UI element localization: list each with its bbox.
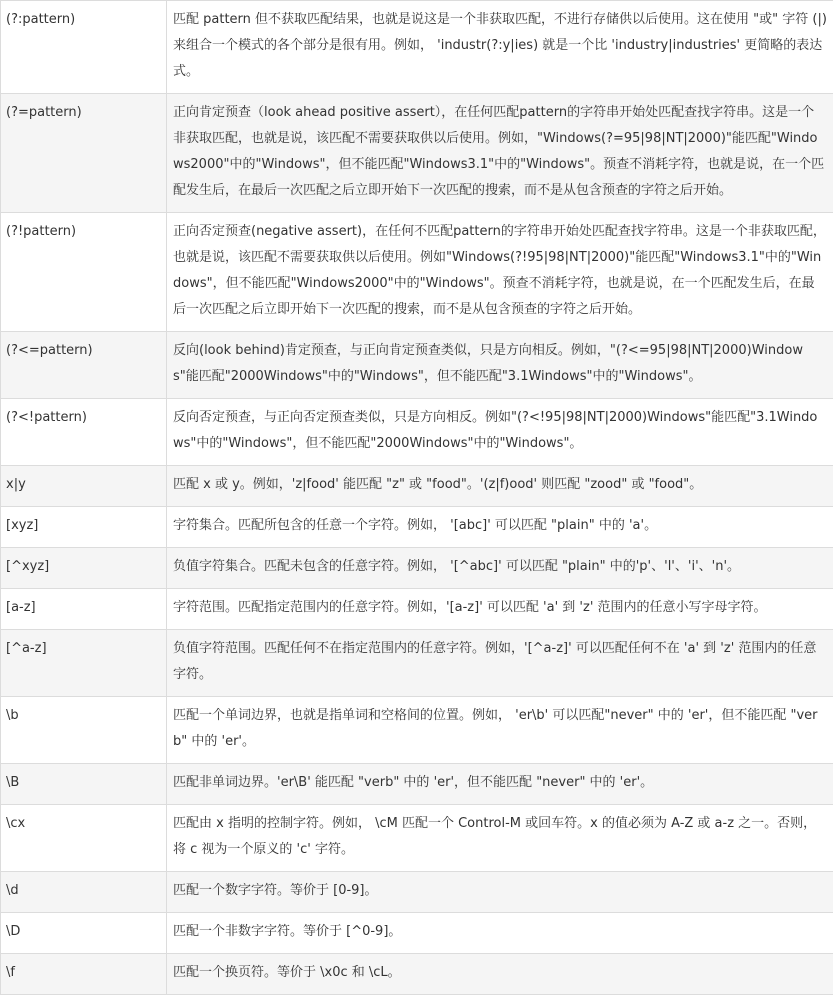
pattern-cell: x|y [1, 466, 167, 507]
description-cell: 匹配一个单词边界，也就是指单词和空格间的位置。例如， 'er\b' 可以匹配"never" 中的 'er'，但不能匹配 "verb" 中的 'er'。 [167, 697, 833, 764]
pattern-cell: (?!pattern) [1, 213, 167, 332]
table-row [1, 764, 833, 805]
pattern-cell: [^a-z] [1, 630, 167, 697]
table-row [1, 805, 833, 872]
table-body [1, 1, 833, 995]
table-row [1, 399, 833, 466]
table-row [1, 466, 833, 507]
description-cell: 匹配由 x 指明的控制字符。例如， \cM 匹配一个 Control-M 或回车符。x 的值必须为 A-Z 或 a-z 之一。否则，将 c 视为一个原义的 'c' 字符。 [167, 805, 833, 872]
table-row [1, 589, 833, 630]
table-row [1, 507, 833, 548]
table-row [1, 332, 833, 399]
pattern-cell: [xyz] [1, 507, 167, 548]
pattern-cell: [^xyz] [1, 548, 167, 589]
table-row [1, 954, 833, 995]
description-cell: 匹配 pattern 但不获取匹配结果，也就是说这是一个非获取匹配，不进行存储供以后使用。这在使用 "或" 字符 (|) 来组合一个模式的各个部分是很有用。例如， 'industr(?:y|ies) 就是一个比 'industry|industries' 更简略的表达式。 [167, 1, 833, 94]
pattern-cell: (?<!pattern) [1, 399, 167, 466]
description-cell: 负值字符范围。匹配任何不在指定范围内的任意字符。例如，'[^a-z]' 可以匹配任何不在 'a' 到 'z' 范围内的任意字符。 [167, 630, 833, 697]
description-cell: 匹配一个换页符。等价于 \x0c 和 \cL。 [167, 954, 833, 995]
description-cell: 字符集合。匹配所包含的任意一个字符。例如， '[abc]' 可以匹配 "plain" 中的 'a'。 [167, 507, 833, 548]
description-cell: 负值字符集合。匹配未包含的任意字符。例如， '[^abc]' 可以匹配 "plain" 中的'p'、'l'、'i'、'n'。 [167, 548, 833, 589]
description-cell: 反向否定预查，与正向否定预查类似，只是方向相反。例如"(?<!95|98|NT|2000)Windows"能匹配"3.1Windows"中的"Windows"，但不能匹配"2000Windows"中的"Windows"。 [167, 399, 833, 466]
pattern-cell: \cx [1, 805, 167, 872]
pattern-cell: (?<=pattern) [1, 332, 167, 399]
table-row [1, 697, 833, 764]
description-cell: 匹配一个非数字字符。等价于 [^0-9]。 [167, 913, 833, 954]
table-row [1, 1, 833, 94]
table-row [1, 872, 833, 913]
description-cell: 匹配非单词边界。'er\B' 能匹配 "verb" 中的 'er'，但不能匹配 "never" 中的 'er'。 [167, 764, 833, 805]
pattern-cell: \b [1, 697, 167, 764]
table-row [1, 94, 833, 213]
pattern-cell: \B [1, 764, 167, 805]
description-cell: 正向肯定预查（look ahead positive assert），在任何匹配pattern的字符串开始处匹配查找字符串。这是一个非获取匹配，也就是说，该匹配不需要获取供以后使用。例如，"Windows(?=95|98|NT|2000)"能匹配"Windows2000"中的"Windows"，但不能匹配"Windows3.1"中的"Windows"。预查不消耗字符，也就是说，在一个匹配发生后，在最后一次匹配之后立即开始下一次匹配的搜索，而不是从包含预查的字符之后开始。 [167, 94, 833, 213]
description-cell: 反向(look behind)肯定预查，与正向肯定预查类似，只是方向相反。例如，"(?<=95|98|NT|2000)Windows"能匹配"2000Windows"中的"Windows"，但不能匹配"3.1Windows"中的"Windows"。 [167, 332, 833, 399]
description-cell: 匹配一个数字字符。等价于 [0-9]。 [167, 872, 833, 913]
pattern-cell: \d [1, 872, 167, 913]
pattern-cell: (?=pattern) [1, 94, 167, 213]
table-row [1, 548, 833, 589]
table-row [1, 913, 833, 954]
description-cell: 正向否定预查(negative assert)，在任何不匹配pattern的字符串开始处匹配查找字符串。这是一个非获取匹配，也就是说，该匹配不需要获取供以后使用。例如"Windows(?!95|98|NT|2000)"能匹配"Windows3.1"中的"Windows"，但不能匹配"Windows2000"中的"Windows"。预查不消耗字符，也就是说，在一个匹配发生后，在最后一次匹配之后立即开始下一次匹配的搜索，而不是从包含预查的字符之后开始。 [167, 213, 833, 332]
pattern-cell: (?:pattern) [1, 1, 167, 94]
table-row [1, 213, 833, 332]
description-cell: 字符范围。匹配指定范围内的任意字符。例如，'[a-z]' 可以匹配 'a' 到 'z' 范围内的任意小写字母字符。 [167, 589, 833, 630]
description-cell: 匹配 x 或 y。例如，'z|food' 能匹配 "z" 或 "food"。'(z|f)ood' 则匹配 "zood" 或 "food"。 [167, 466, 833, 507]
pattern-cell: \D [1, 913, 167, 954]
pattern-cell: \f [1, 954, 167, 995]
table-row [1, 630, 833, 697]
pattern-cell: [a-z] [1, 589, 167, 630]
